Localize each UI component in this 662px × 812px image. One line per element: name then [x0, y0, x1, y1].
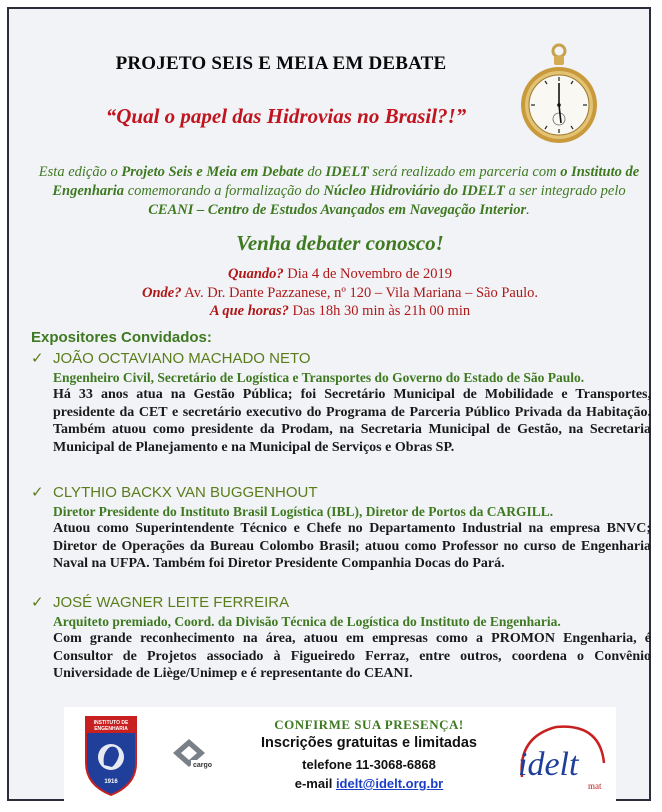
event-location: Onde? Av. Dr. Dante Pazzanese, nº 120 – Vila Mariana – São Paulo.: [142, 284, 538, 301]
speaker-role: Arquiteto premiado, Coord. da Divisão Técnica de Logística do Instituto de Engenharia.: [53, 614, 561, 629]
speaker-role: Diretor Presidente do Instituto Brasil Logística (IBL), Diretor de Portos da CARGILL.: [53, 504, 554, 519]
idelt-logo: [512, 717, 612, 797]
speaker-role: Engenheiro Civil, Secretário de Logística e Transportes do Governo do Estado de São Paulo.: [53, 370, 585, 385]
call-to-action: Venha debater conosco!: [236, 231, 444, 255]
event-question: “Qual o papel das Hidrovias no Brasil?!”: [105, 104, 467, 128]
flyer-frame: [7, 7, 651, 801]
email-line: e-mail idelt@idelt.org.br: [294, 776, 444, 791]
instituto-engenharia-logo: [82, 713, 140, 797]
confirm-presence: CONFIRME SUA PRESENÇA!: [274, 717, 464, 732]
checkmark-icon: ✓: [31, 350, 44, 367]
svg-text:1916: 1916: [104, 779, 118, 785]
event-time: A que horas? Das 18h 30 min às 21h 00 min: [209, 303, 471, 319]
svg-text:mat: mat: [588, 781, 602, 791]
svg-text:ENGENHARIA: ENGENHARIA: [94, 726, 128, 732]
speaker-name: JOSÉ WAGNER LEITE FERREIRA: [53, 594, 290, 611]
registration-note: Inscrições gratuitas e limitadas: [261, 735, 477, 751]
speaker-bio: Atuou como Superintendente Técnico e Chefe no Departamento Industrial na empresa BNVC; Diretor de Operações da Bureau Colombo Brasil; atuou como Professor no curso de Engenharia Naval na UFPA. Também foi Diretor Presidente Companhia Docas do Pará.: [53, 521, 651, 571]
speaker-name: CLYTHIO BACKX VAN BUGGENHOUT: [53, 484, 318, 501]
checkmark-icon: ✓: [31, 484, 44, 501]
speaker-bio: Com grande reconhecimento na área, atuou em empresas como a PROMON Engenharia, é Consultor de Projetos associado à Figueiredo Ferraz, entre outros, coordena o Convênio Universidade de Liège/Unimep e é representante do CEANI.: [53, 631, 651, 681]
speaker-1: [31, 349, 651, 456]
checkmark-icon: ✓: [31, 594, 44, 611]
event-date: Quando? Dia 4 de Novembro de 2019: [228, 266, 452, 282]
svg-text:INSTITUTO DE: INSTITUTO DE: [93, 720, 129, 726]
page-title: PROJETO SEIS E MEIA EM DEBATE: [115, 53, 447, 74]
intro-paragraph: Esta edição o Projeto Seis e Meia em Debate do IDELT será realizado em parceria com o Instituto de Engenharia comemorando a formalização do Núcleo Hidroviário do IDELT a ser integrado pelo CEANI – Centro de Estudos Avançados em Navegação Interior.: [38, 164, 640, 218]
pocket-watch-image: [514, 43, 604, 147]
svg-text:idelt: idelt: [518, 746, 579, 783]
speaker-bio: Há 33 anos atua na Gestão Pública; foi Secretário Municipal de Mobilidade e Transportes, presidente da CET e secretário executivo do Programa de Parceria Público Privada da Habitação. Também atuou como presidente da Prodam, na Secretaria Municipal de Gestão, na Secretaria Municipal de Planejamento e na Municipal de Serviços e Obras SP.: [53, 387, 651, 455]
phone-number: telefone 11-3068-6868: [302, 757, 436, 772]
svg-text:cargo: cargo: [193, 762, 213, 769]
footer-panel: [64, 707, 616, 801]
event-details: [9, 265, 662, 321]
speaker-2: [31, 483, 651, 573]
speakers-heading: Expositores Convidados:: [31, 329, 212, 346]
email-link[interactable]: idelt@idelt.org.br: [335, 776, 444, 791]
speaker-name: JOÃO OCTAVIANO MACHADO NETO: [53, 350, 311, 367]
cargo-partner-logo: [169, 733, 235, 775]
speaker-3: [31, 593, 651, 683]
